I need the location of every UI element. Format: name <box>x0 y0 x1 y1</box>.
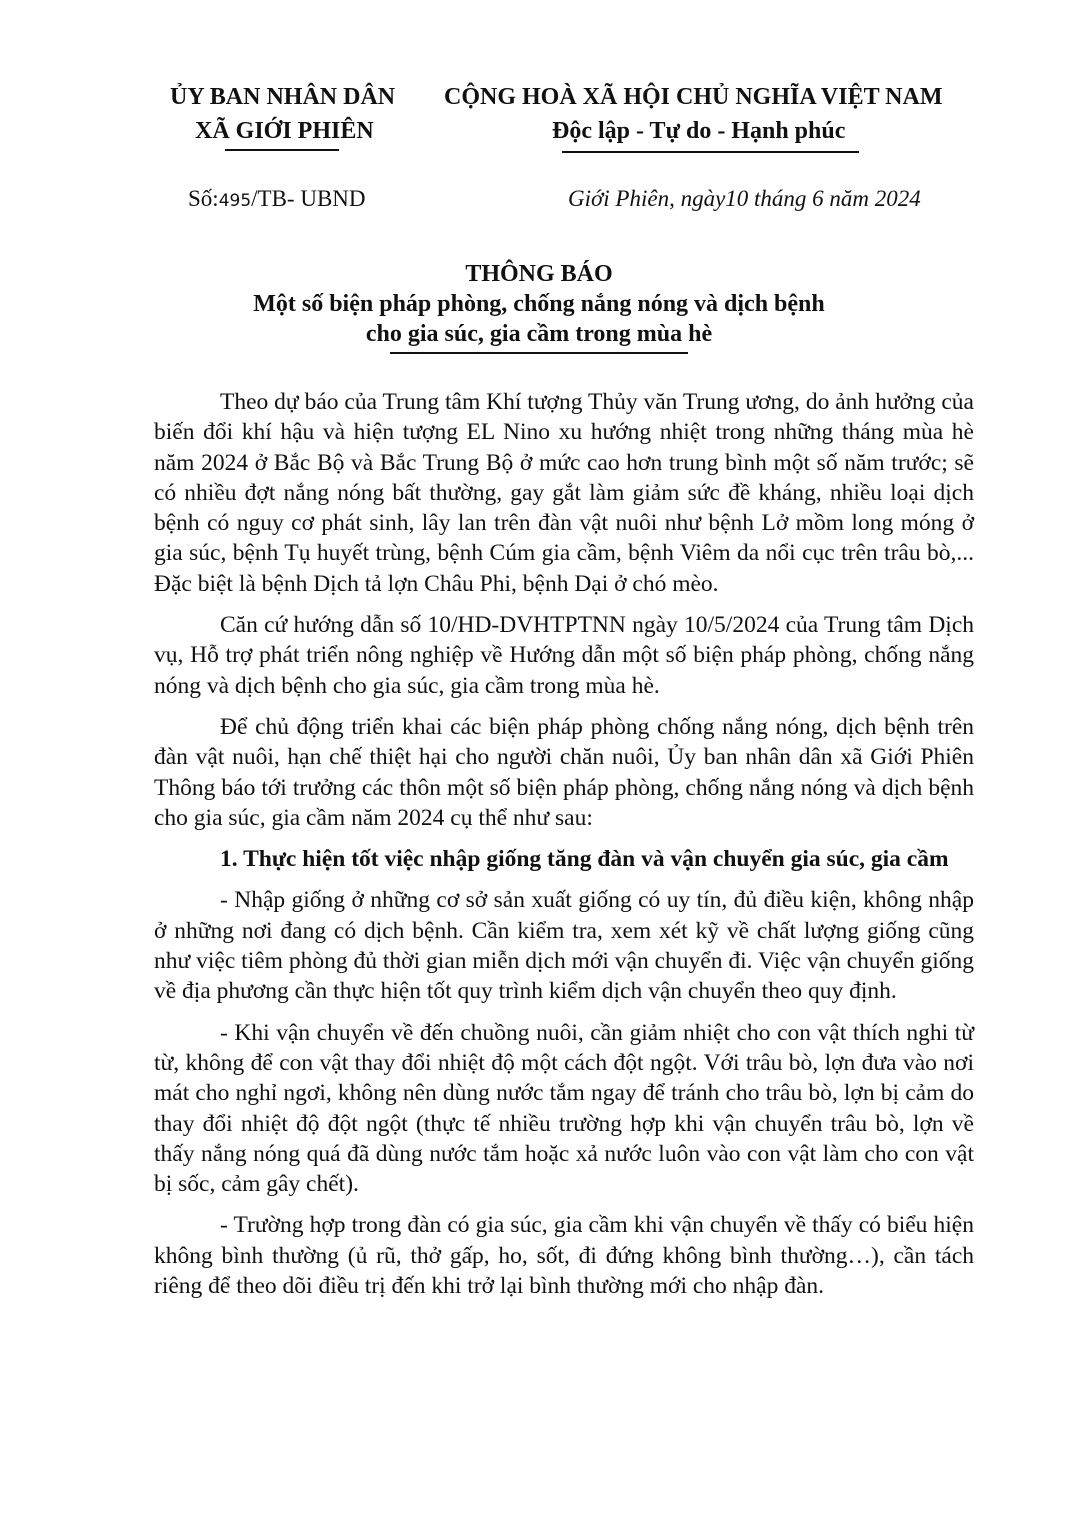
date-day: 10 <box>725 186 749 211</box>
section-1-item-3: - Trường hợp trong đàn có gia súc, gia cầm khi vận chuyển về thấy có biểu hiện không bình thường (ủ rũ, thở gấp, ho, sốt, đi đứng không bình thường…), cần tách riêng để theo dõi điều trị đến khi trở lại bình thường mới cho nhập đàn. <box>154 1212 974 1300</box>
commune-name: XÃ GIỚI PHIÊN <box>195 118 374 144</box>
paragraph-weather-forecast: Theo dự báo của Trung tâm Khí tượng Thủy văn Trung ương, do ảnh hưởng của biến đổi khí hậu và hiện tượng EL Nino xu hướng nhiệt trong những tháng mùa hè năm 2024 ở Bắc Bộ và Bắc Trung Bộ ở mức cao hơn trung bình một số năm trước; sẽ có nhiều đợt nắng nóng bất thường, gay gắt làm giảm sức đề kháng, nhiều loại dịch bệnh có nguy cơ phát sinh, lây lan trên đàn vật nuôi như bệnh Lở mồm long móng ở gia súc, bệnh Tụ huyết trùng, bệnh Cúm gia cầm, bệnh Viêm da nổi cục trên trâu bò,... Đặc biệt là bệnh Dịch tả lợn Châu Phi, bệnh Dại ở chó mèo. <box>154 389 974 597</box>
title-underline <box>390 352 688 354</box>
paragraph-purpose: Để chủ động triển khai các biện pháp phòng chống nắng nóng, dịch bệnh trên đàn vật nuôi, hạn chế thiệt hại cho người chăn nuôi, Ủy ban nhân dân xã Giới Phiên Thông báo tới trưởng các thôn một số biện pháp phòng, chống nắng nóng và dịch bệnh cho gia súc, gia cầm năm 2024 cụ thể như sau: <box>154 713 974 831</box>
date-prefix: Giới Phiên, ngày <box>568 186 726 211</box>
document-title: THÔNG BÁO <box>465 261 613 287</box>
national-motto: Độc lập - Tự do - Hạnh phúc <box>552 118 846 144</box>
section-1-item-1: - Nhập giống ở những cơ sở sản xuất giống có uy tín, đủ điều kiện, không nhập ở những nơi đang có dịch bệnh. Cần kiểm tra, xem xét kỹ về chất lượng giống cũng như việc tiêm phòng đủ thời gian miễn dịch mới vận chuyển đi. Việc vận chuyển giống về địa phương cần thực hiện tốt quy trình kiểm dịch vận chuyển theo quy định. <box>154 887 974 1005</box>
document-subtitle-line1: Một số biện pháp phòng, chống nắng nóng và dịch bệnh <box>253 291 825 317</box>
document-number-value: 495 <box>218 191 252 211</box>
document-number <box>188 184 366 216</box>
section-1-item-2: - Khi vận chuyển về đến chuồng nuôi, cần giảm nhiệt cho con vật thích nghi từ từ, không để con vật thay đổi nhiệt độ một cách đột ngột. Với trâu bò, lợn đưa vào nơi mát cho nghỉ ngơi, không nên dùng nước tắm ngay để tránh cho trâu bò, lợn bị cảm do thay đổi nhiệt độ đột ngột (thực tế nhiều trường hợp khi vận chuyển trâu bò, lợn về thấy nắng nóng quá đã dùng nước tắm hoặc xả nước luôn vào con vật làm cho con vật bị sốc, cảm gây chết). <box>154 1019 974 1198</box>
document-date <box>568 184 921 214</box>
left-header-underline <box>225 149 339 151</box>
date-rest: tháng 6 năm 2024 <box>748 186 921 211</box>
document-number-suffix: /TB- UBND <box>251 186 366 211</box>
national-title: CỘNG HOÀ XÃ HỘI CHỦ NGHĨA VIỆT NAM <box>444 84 943 110</box>
document-subtitle-line2: cho gia súc, gia cầm trong mùa hè <box>365 321 713 347</box>
document-number-prefix: Số: <box>188 186 219 211</box>
document-body <box>154 387 974 1312</box>
section-1-heading: 1. Thực hiện tốt việc nhập giống tăng đàn và vận chuyển gia súc, gia cầm <box>220 846 949 873</box>
paragraph-legal-basis: Căn cứ hướng dẫn số 10/HD-DVHTPTNN ngày 10/5/2024 của Trung tâm Dịch vụ, Hỗ trợ phát triển nông nghiệp về Hướng dẫn một số biện pháp phòng, chống nắng nóng và dịch bệnh cho gia súc, gia cầm trong mùa hè. <box>154 612 974 699</box>
right-header-underline <box>562 151 859 153</box>
agency-name: ỦY BAN NHÂN DÂN <box>170 84 396 110</box>
